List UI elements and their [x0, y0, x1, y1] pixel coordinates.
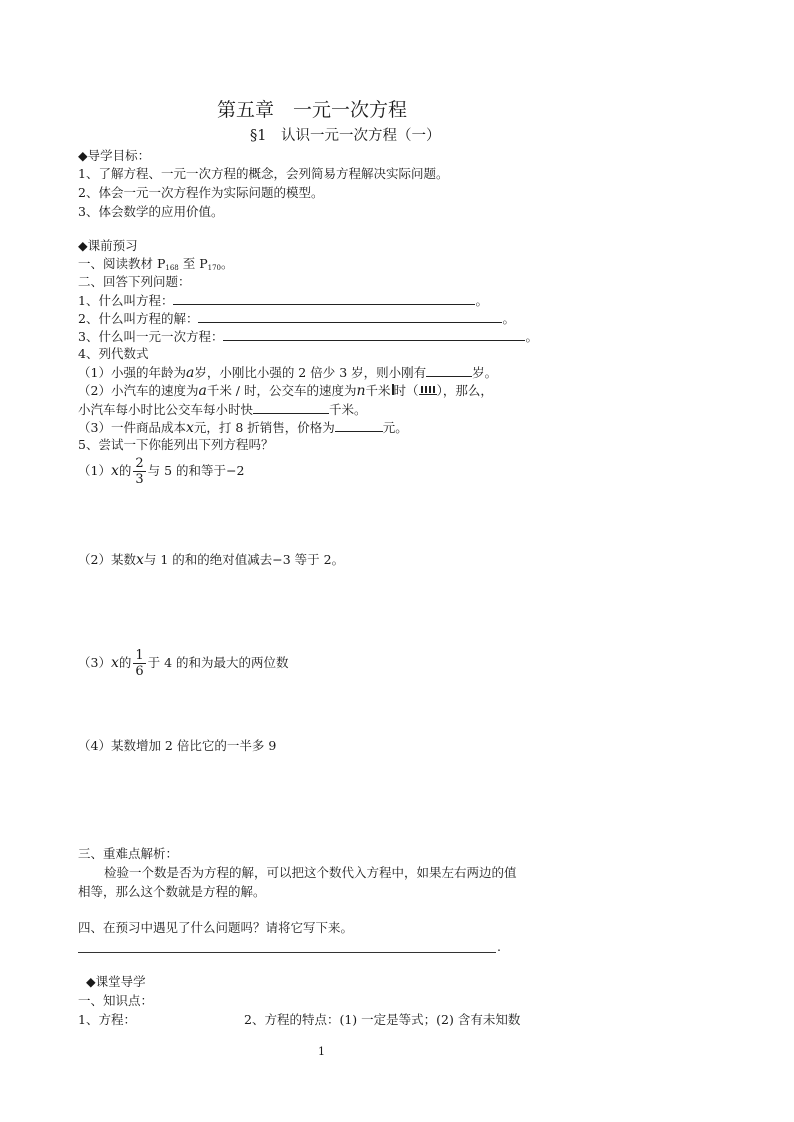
expr-question-3	[78, 419, 408, 436]
equation-problem-2	[78, 552, 344, 568]
read-text-c: 。	[221, 256, 234, 271]
page-number: 1	[318, 1045, 325, 1058]
q42-e: ），那么，	[436, 383, 493, 398]
broken-glyph-icon	[419, 383, 437, 395]
p3-var-x: x	[110, 655, 119, 671]
q43-c: 元。	[382, 420, 408, 435]
answer-heading: 二、回答下列问题：	[78, 274, 191, 289]
p1-denominator: 3	[135, 472, 144, 487]
goals-heading: ◆导学目标：	[78, 148, 151, 163]
questions-heading: 四、在预习中遇见了什么问题吗？请将它写下来。	[78, 920, 354, 935]
q42-f: 小汽车每小时比公交车每小时快	[78, 402, 254, 417]
question-solution	[78, 310, 515, 327]
answer-blank-6[interactable]	[335, 419, 383, 432]
section-title: §1 认识一元一次方程（一）	[250, 128, 441, 144]
knowledge-heading: 一、知识点：	[78, 993, 154, 1008]
answer-blank-1[interactable]	[173, 292, 475, 305]
p3-numerator: 1	[135, 648, 144, 663]
p3-a: （3）	[78, 655, 111, 670]
p1-a: （1）	[78, 463, 111, 478]
question-equation	[78, 292, 488, 309]
answer-blank-2[interactable]	[198, 310, 502, 323]
q41-b: 岁，小刚比小强的 2 倍少 3 岁，则小刚有	[194, 365, 427, 380]
answer-blank-3[interactable]	[223, 328, 525, 341]
read-text-a: 一、阅读教材 P	[78, 256, 166, 271]
answer-blank-4[interactable]	[426, 364, 472, 377]
p3-denominator: 6	[135, 664, 144, 679]
q43-a: （3）一件商品成本	[78, 420, 186, 435]
equation-problem-4: （4）某数增加 2 倍比它的一半多 9	[78, 738, 277, 753]
read-text-b: 至 P	[178, 256, 208, 271]
q42-c: 千米	[365, 383, 391, 398]
goal-item-2: 2、体会一元一次方程作为实际问题的模型。	[78, 185, 324, 200]
var-a: a	[185, 365, 195, 381]
var-x: x	[185, 420, 194, 436]
fraction-two-thirds	[133, 456, 145, 487]
q42-a: （2）小汽车的速度为	[78, 383, 199, 398]
preview-heading: ◆课前预习	[78, 238, 138, 253]
question-linear	[78, 328, 538, 345]
page-end: 170	[207, 264, 221, 272]
p2-a: （2）某数	[78, 552, 136, 567]
fraction-one-sixth	[133, 648, 145, 679]
answer-line[interactable]	[78, 952, 496, 953]
p1-b: 的	[118, 463, 132, 478]
q42-b: 千米 / 时，公交车的速度为	[206, 383, 357, 398]
answer-blank-5[interactable]	[253, 401, 329, 414]
p2-var-x: x	[135, 552, 144, 568]
goal-item-3: 3、体会数学的应用价值。	[78, 204, 224, 219]
q42-g: 千米。	[329, 402, 367, 417]
knowledge-item-1: 1、方程：	[78, 1012, 136, 1027]
equation-problem-1	[78, 456, 245, 487]
q43-b: 元，打 8 折销售，价格为	[193, 420, 335, 435]
q3-label: 3、什么叫一元一次方程：	[78, 329, 224, 344]
goal-item-1: 1、了解方程、一元一次方程的概念，会列简易方程解决实际问题。	[78, 166, 449, 181]
q1-period: 。	[475, 293, 488, 308]
expr-question-1	[78, 364, 497, 381]
var-n: n	[356, 383, 366, 399]
knowledge-item-2: 2、方程的特点：(1) 一定是等式；(2) 含有未知数	[244, 1012, 521, 1027]
q3-period: 。	[525, 329, 538, 344]
try-equations-heading: 5、尝试一下你能列出下列方程吗？	[78, 437, 274, 452]
chapter-title: 第五章 一元一次方程	[217, 99, 408, 121]
read-textbook	[78, 256, 234, 276]
p3-c: 于 4 的和为最大的两位数	[147, 655, 289, 670]
algebraic-heading: 4、列代数式	[78, 346, 149, 361]
answer-line-end: .	[497, 939, 501, 954]
equation-problem-3	[78, 648, 289, 679]
analysis-line-1: 检验一个数是否为方程的解，可以把这个数代入方程中，如果左右两边的值	[104, 865, 517, 880]
p1-var-x: x	[110, 463, 119, 479]
analysis-line-2: 相等，那么这个数就是方程的解。	[78, 884, 266, 899]
p1-numerator: 2	[135, 456, 144, 471]
p2-b: 与 1 的和的绝对值减去−3 等于 2。	[143, 552, 345, 567]
classroom-heading: ◆课堂导学	[86, 974, 146, 989]
q1-label: 1、什么叫方程：	[78, 293, 174, 308]
q2-label: 2、什么叫方程的解：	[78, 311, 199, 326]
expr-question-2-cont	[78, 401, 367, 418]
q41-c: 岁。	[472, 365, 498, 380]
p1-d: −2	[226, 463, 245, 478]
q41-a: （1）小强的年龄为	[78, 365, 186, 380]
p1-c: 与 5 的和等于	[147, 463, 227, 478]
page-start: 168	[165, 264, 179, 272]
p3-b: 的	[118, 655, 132, 670]
q42-d: 时（	[393, 383, 419, 398]
expr-question-2	[78, 383, 493, 399]
analysis-heading: 三、重难点解析：	[78, 846, 179, 861]
var-a-2: a	[198, 383, 207, 399]
q2-period: 。	[502, 311, 515, 326]
